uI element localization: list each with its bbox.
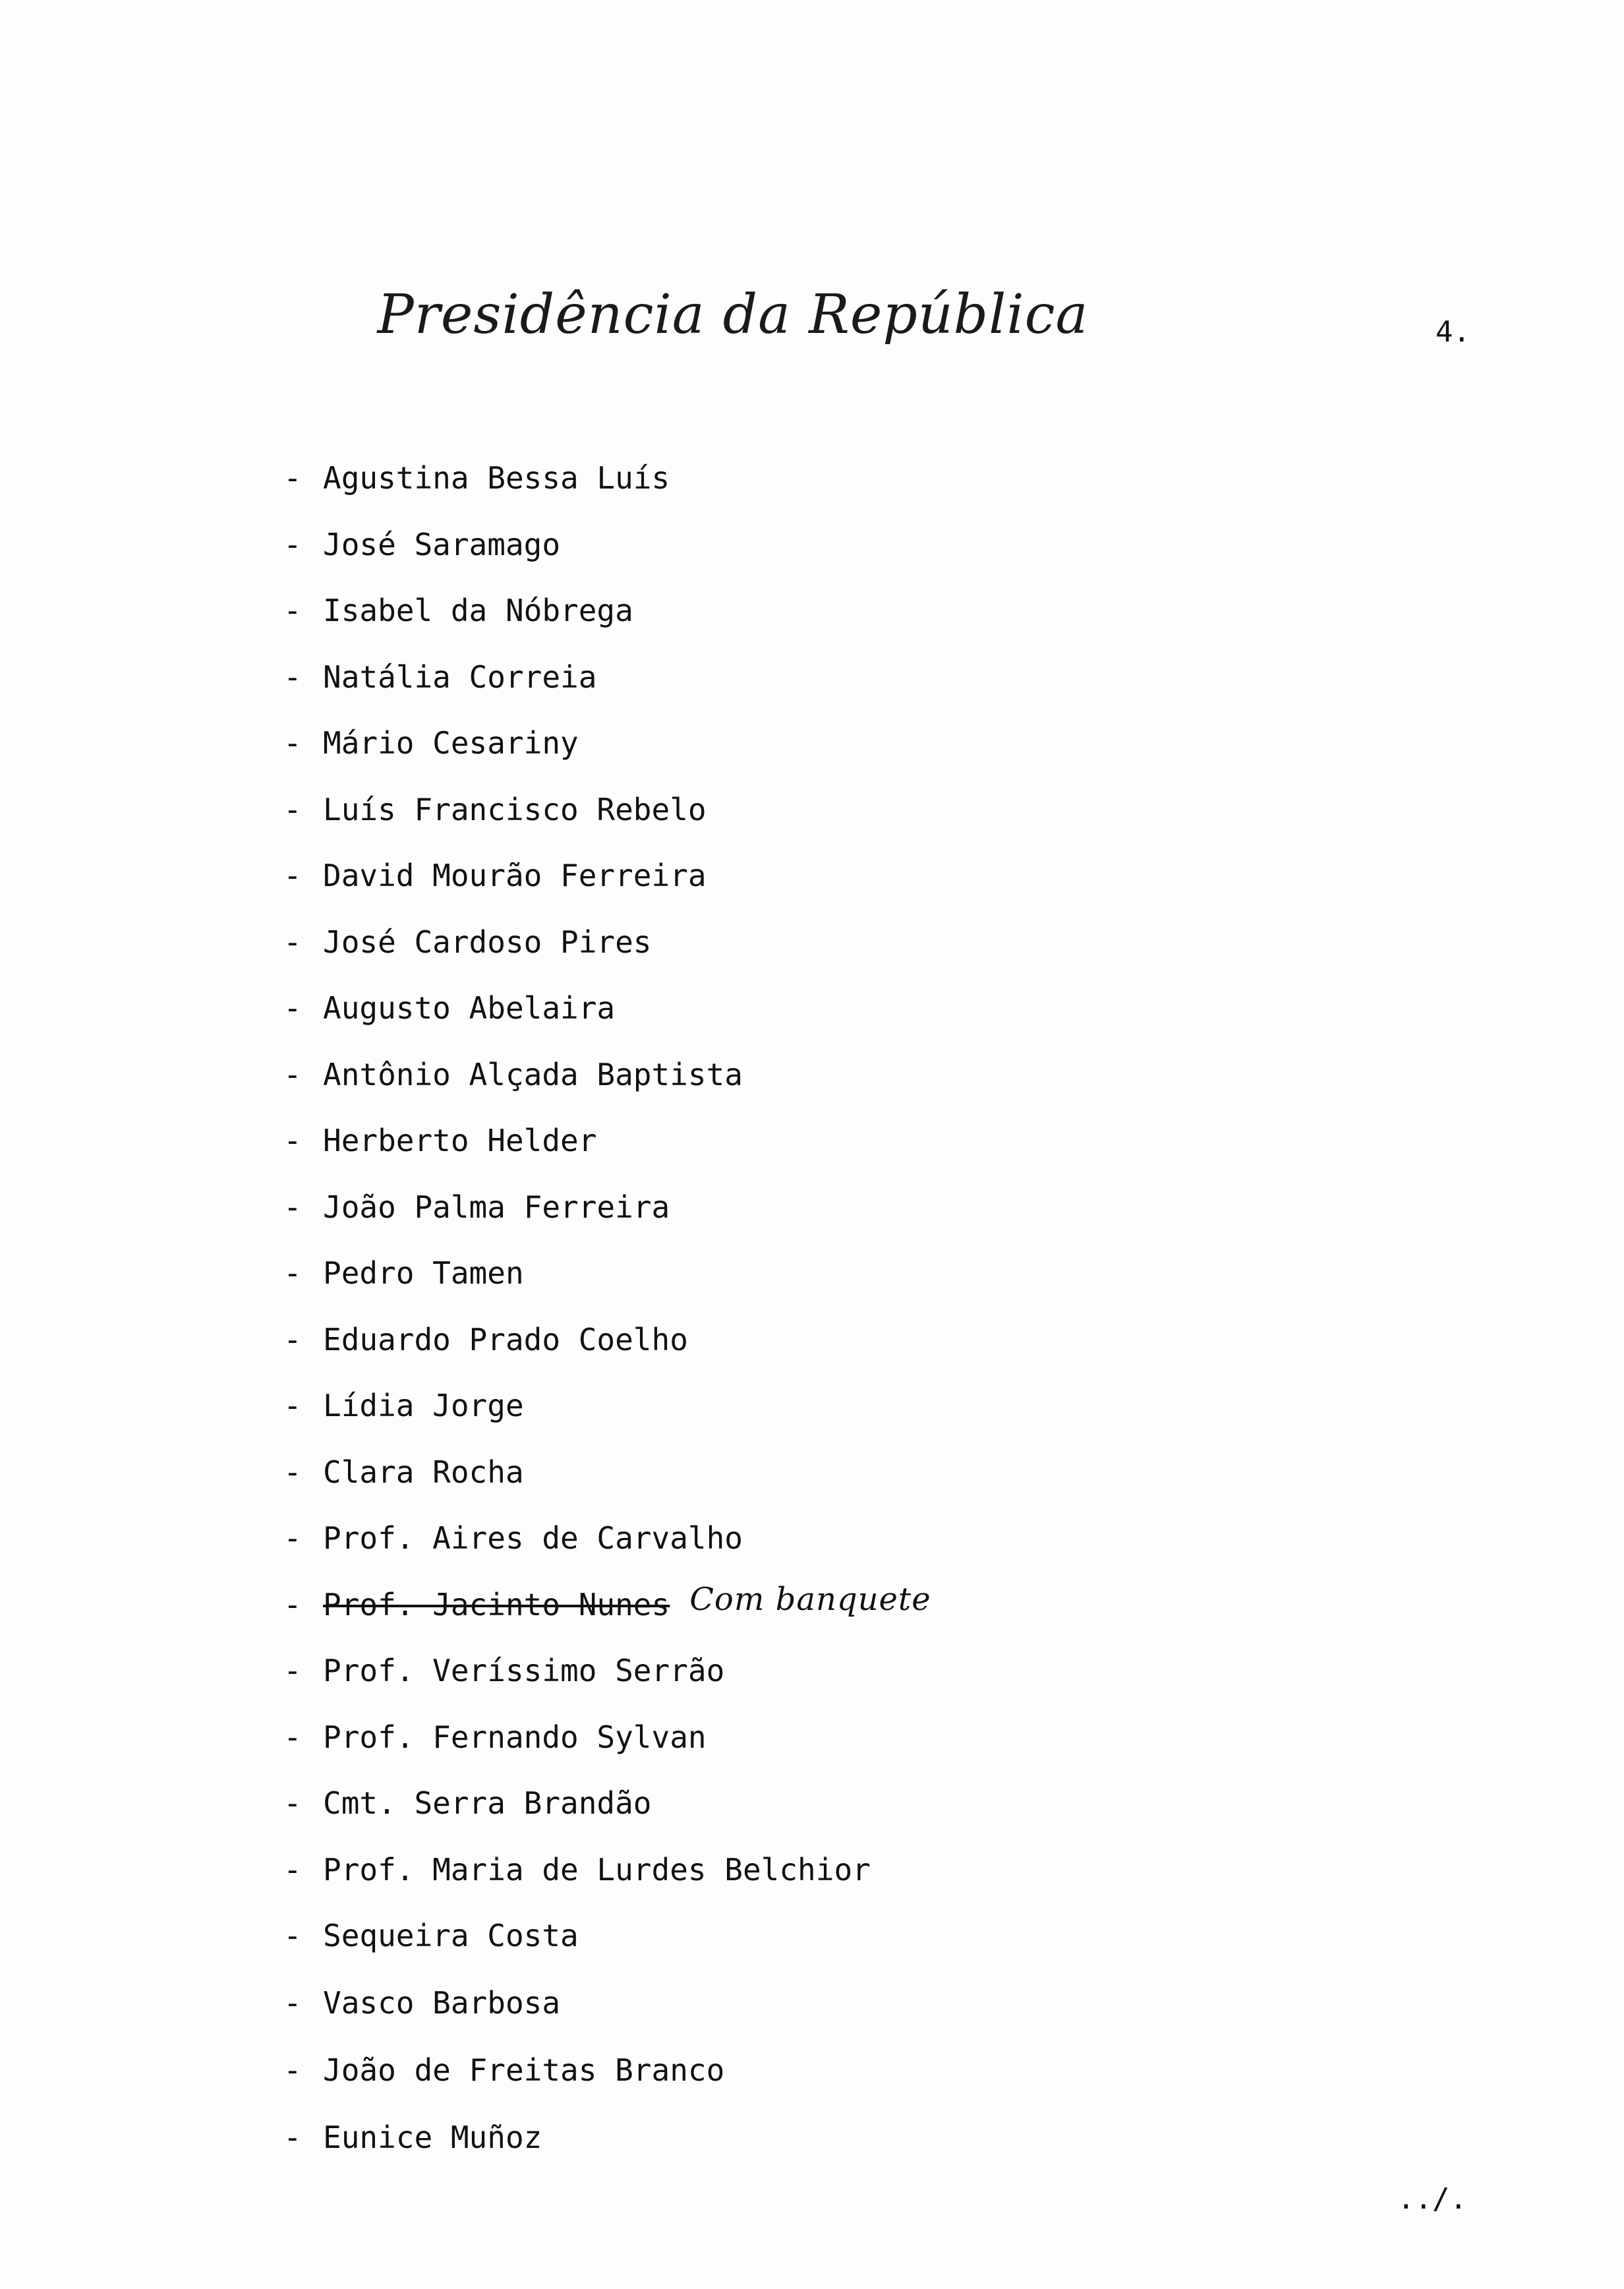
list-item <box>283 1980 931 2047</box>
list-item <box>283 1184 931 1251</box>
list-dash: - <box>283 791 302 827</box>
list-dash: - <box>283 1918 302 1953</box>
list-dash: - <box>283 1388 302 1423</box>
list-item-struck <box>283 1582 931 1648</box>
list-item-name: Eunice Muñoz <box>323 2120 542 2155</box>
list-dash: - <box>283 1056 302 1092</box>
list-item-name: Prof. Fernando Sylvan <box>323 1719 707 1755</box>
list-item <box>283 852 931 919</box>
list-dash: - <box>283 858 302 893</box>
list-item <box>283 1449 931 1516</box>
list-item <box>283 1117 931 1184</box>
list-item-name: Eduardo Prado Coelho <box>323 1321 688 1357</box>
list-item-name: Vasco Barbosa <box>323 1985 561 2021</box>
list-dash: - <box>283 2052 302 2088</box>
list-dash: - <box>283 1851 302 1888</box>
list-item <box>283 1515 931 1582</box>
list-item-name: Clara Rocha <box>323 1454 524 1490</box>
list-item-name-struck: Prof. Jacinto Nunes <box>323 1586 670 1622</box>
handwritten-note: Com banquete <box>689 1580 931 1618</box>
list-item <box>283 787 931 853</box>
list-dash: - <box>283 990 302 1026</box>
page-number: 4. <box>1436 315 1470 349</box>
list-item <box>283 2047 931 2114</box>
list-item-name: Agustina Bessa Luís <box>323 460 670 496</box>
list-dash: - <box>283 1255 302 1291</box>
list-item-name: David Mourão Ferreira <box>323 858 707 893</box>
list-item-name: Prof. Maria de Lurdes Belchior <box>323 1851 871 1888</box>
list-dash: - <box>283 725 302 761</box>
list-item-name: José Cardoso Pires <box>323 924 652 960</box>
list-item <box>283 1913 931 1980</box>
list-item-name: João Palma Ferreira <box>323 1189 670 1225</box>
list-dash: - <box>283 1985 302 2021</box>
list-dash: - <box>283 1321 302 1357</box>
list-item-name: Isabel da Nóbrega <box>323 593 633 628</box>
list-item-name: José Saramago <box>323 526 561 562</box>
names-list <box>283 455 931 2182</box>
list-item <box>283 1780 931 1847</box>
list-item-name: Pedro Tamen <box>323 1255 524 1291</box>
list-item-name: Herberto Helder <box>323 1123 597 1158</box>
list-dash: - <box>283 1653 302 1688</box>
continuation-mark: ../. <box>1397 2182 1467 2216</box>
list-item-name: Natália Correia <box>323 659 597 695</box>
list-item-name: Luís Francisco Rebelo <box>323 791 707 827</box>
list-dash: - <box>283 1520 302 1556</box>
list-item <box>283 1714 931 1781</box>
list-dash: - <box>283 1586 302 1622</box>
list-dash: - <box>283 526 302 562</box>
list-item <box>283 919 931 986</box>
list-dash: - <box>283 460 302 496</box>
list-item <box>283 720 931 787</box>
list-item <box>283 1847 931 1913</box>
list-dash: - <box>283 1123 302 1158</box>
list-item-name: Prof. Veríssimo Serrão <box>323 1653 725 1688</box>
list-item <box>283 587 931 654</box>
list-item-name: Sequeira Costa <box>323 1918 579 1953</box>
list-item <box>283 455 931 521</box>
list-item-name: Antônio Alçada Baptista <box>323 1056 743 1092</box>
list-item <box>283 1052 931 1118</box>
list-dash: - <box>283 1785 302 1821</box>
list-item-name: Prof. Aires de Carvalho <box>323 1520 743 1556</box>
list-dash: - <box>283 659 302 695</box>
list-item-name: Augusto Abelaira <box>323 990 616 1026</box>
letterhead-title: Presidência da República <box>377 283 1089 346</box>
list-item <box>283 521 931 588</box>
list-item <box>283 654 931 721</box>
list-item <box>283 985 931 1052</box>
list-dash: - <box>283 593 302 628</box>
list-item <box>283 1382 931 1449</box>
list-item <box>283 2114 931 2182</box>
list-item-name: Cmt. Serra Brandão <box>323 1785 652 1821</box>
list-item <box>283 1648 931 1714</box>
list-dash: - <box>283 1454 302 1490</box>
list-dash: - <box>283 2120 302 2155</box>
list-item-name: João de Freitas Branco <box>323 2052 725 2088</box>
list-dash: - <box>283 1189 302 1225</box>
list-dash: - <box>283 1719 302 1755</box>
list-item <box>283 1250 931 1317</box>
list-item <box>283 1317 931 1383</box>
list-item-name: Mário Cesariny <box>323 725 579 761</box>
list-item-name: Lídia Jorge <box>323 1388 524 1423</box>
list-dash: - <box>283 924 302 960</box>
